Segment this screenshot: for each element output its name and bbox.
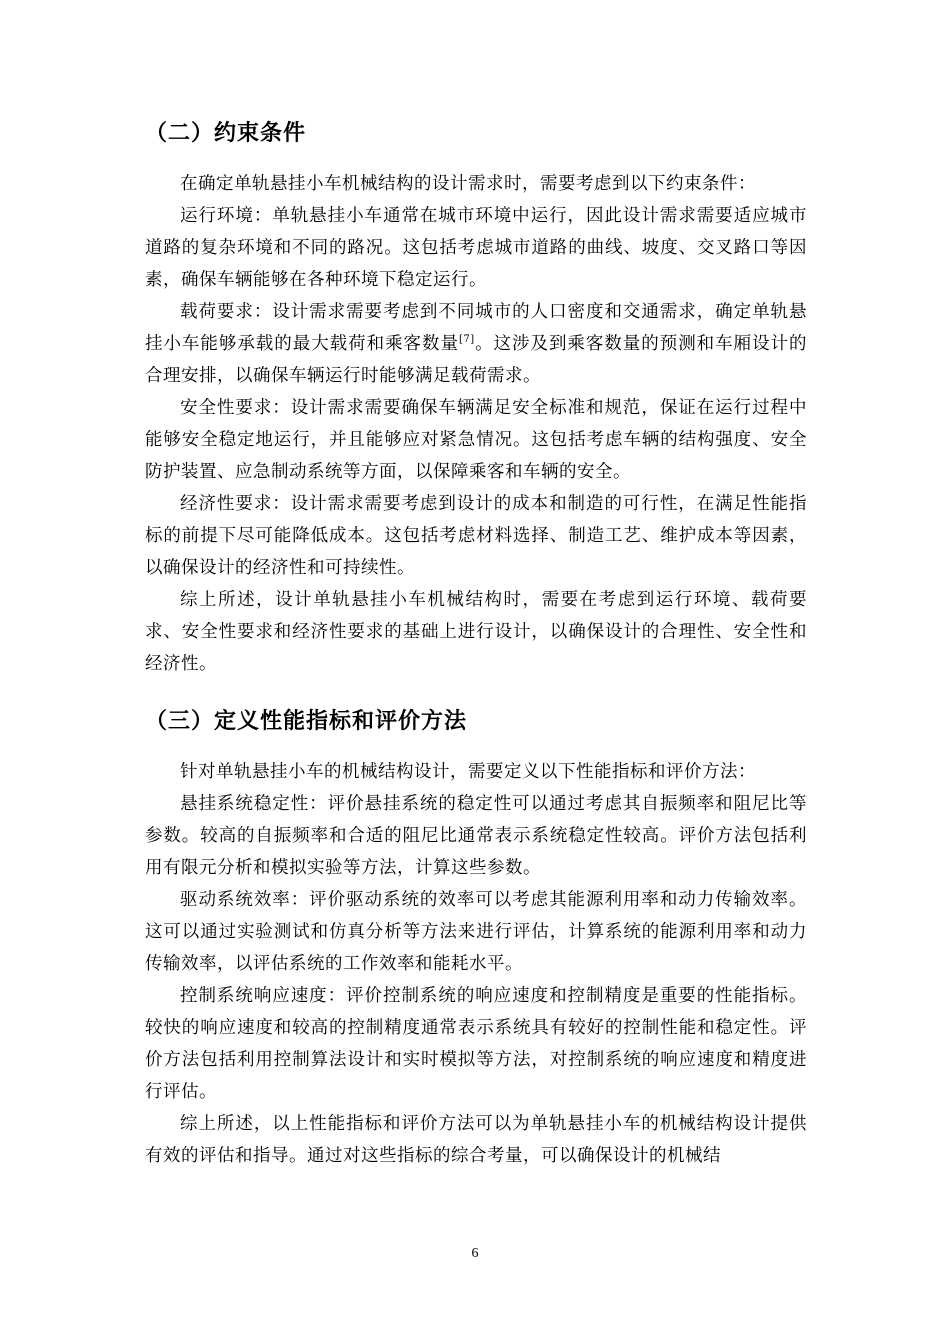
paragraph: 综上所述，以上性能指标和评价方法可以为单轨悬挂小车的机械结构设计提供有效的评估和指导。通过对这些指标的综合考量，可以确保设计的机械结 (145, 1114, 807, 1166)
page-number: 6 (471, 1246, 479, 1261)
paragraph: 控制系统响应速度：评价控制系统的响应速度和控制精度是重要的性能指标。较快的响应速度和较高的控制精度通常表示系统具有较好的控制性能和稳定性。评价方法包括利用控制算法设计和实时模拟等方法，对控制系统的响应速度和精度进行评估。 (145, 986, 807, 1102)
paragraph: 在确定单轨悬挂小车机械结构的设计需求时，需要考虑到以下约束条件： (180, 174, 756, 194)
paragraph: 针对单轨悬挂小车的机械结构设计，需要定义以下性能指标和评价方法： (180, 762, 756, 782)
paragraph: 经济性要求：设计需求需要考虑到设计的成本和制造的可行性，在满足性能指标的前提下尽可能降低成本。这包括考虑材料选择、制造工艺、维护成本等因素，以确保设计的经济性和可持续性。 (145, 494, 807, 578)
paragraph: 安全性要求：设计需求需要确保车辆满足安全标准和规范，保证在运行过程中能够安全稳定地运行，并且能够应对紧急情况。这包括考虑车辆的结构强度、安全防护装置、应急制动系统等方面，以保障乘客和车辆的安全。 (145, 398, 807, 482)
citation-reference: [7] (458, 334, 475, 346)
paragraph: 驱动系统效率：评价驱动系统的效率可以考虑其能源利用率和动力传输效率。这可以通过实验测试和仿真分析等方法来进行评估，计算系统的能源利用率和动力传输效率，以评估系统的工作效率和能耗水平。 (145, 890, 807, 974)
paragraph: 综上所述，设计单轨悬挂小车机械结构时，需要在考虑到运行环境、载荷要求、安全性要求和经济性要求的基础上进行设计，以确保设计的合理性、安全性和经济性。 (145, 590, 807, 674)
paragraph-with-citation (145, 296, 807, 392)
section-heading-constraints: （二）约束条件 (145, 121, 307, 146)
paragraph: 悬挂系统稳定性：评价悬挂系统的稳定性可以通过考虑其自振频率和阻尼比等参数。较高的自振频率和合适的阻尼比通常表示系统稳定性较高。评价方法包括利用有限元分析和模拟实验等方法，计算这些参数。 (145, 794, 807, 878)
section-heading-performance-metrics: （三）定义性能指标和评价方法 (145, 709, 468, 734)
paragraph-text: 载荷要求：设计需求需要考虑到不同城市的人口密度和交通需求，确定单轨悬挂小车能够承载的最大载荷和乘客数量 (145, 302, 807, 354)
paragraph-text: 。这涉及到乘客数量的预测和车厢设计的合理安排，以确保车辆运行时能够满足载荷需求。 (145, 334, 808, 386)
page-body (145, 110, 807, 1172)
paragraph: 运行环境：单轨悬挂小车通常在城市环境中运行，因此设计需求需要适应城市道路的复杂环境和不同的路况。这包括考虑城市道路的曲线、坡度、交叉路口等因素，确保车辆能够在各种环境下稳定运行。 (145, 206, 807, 290)
